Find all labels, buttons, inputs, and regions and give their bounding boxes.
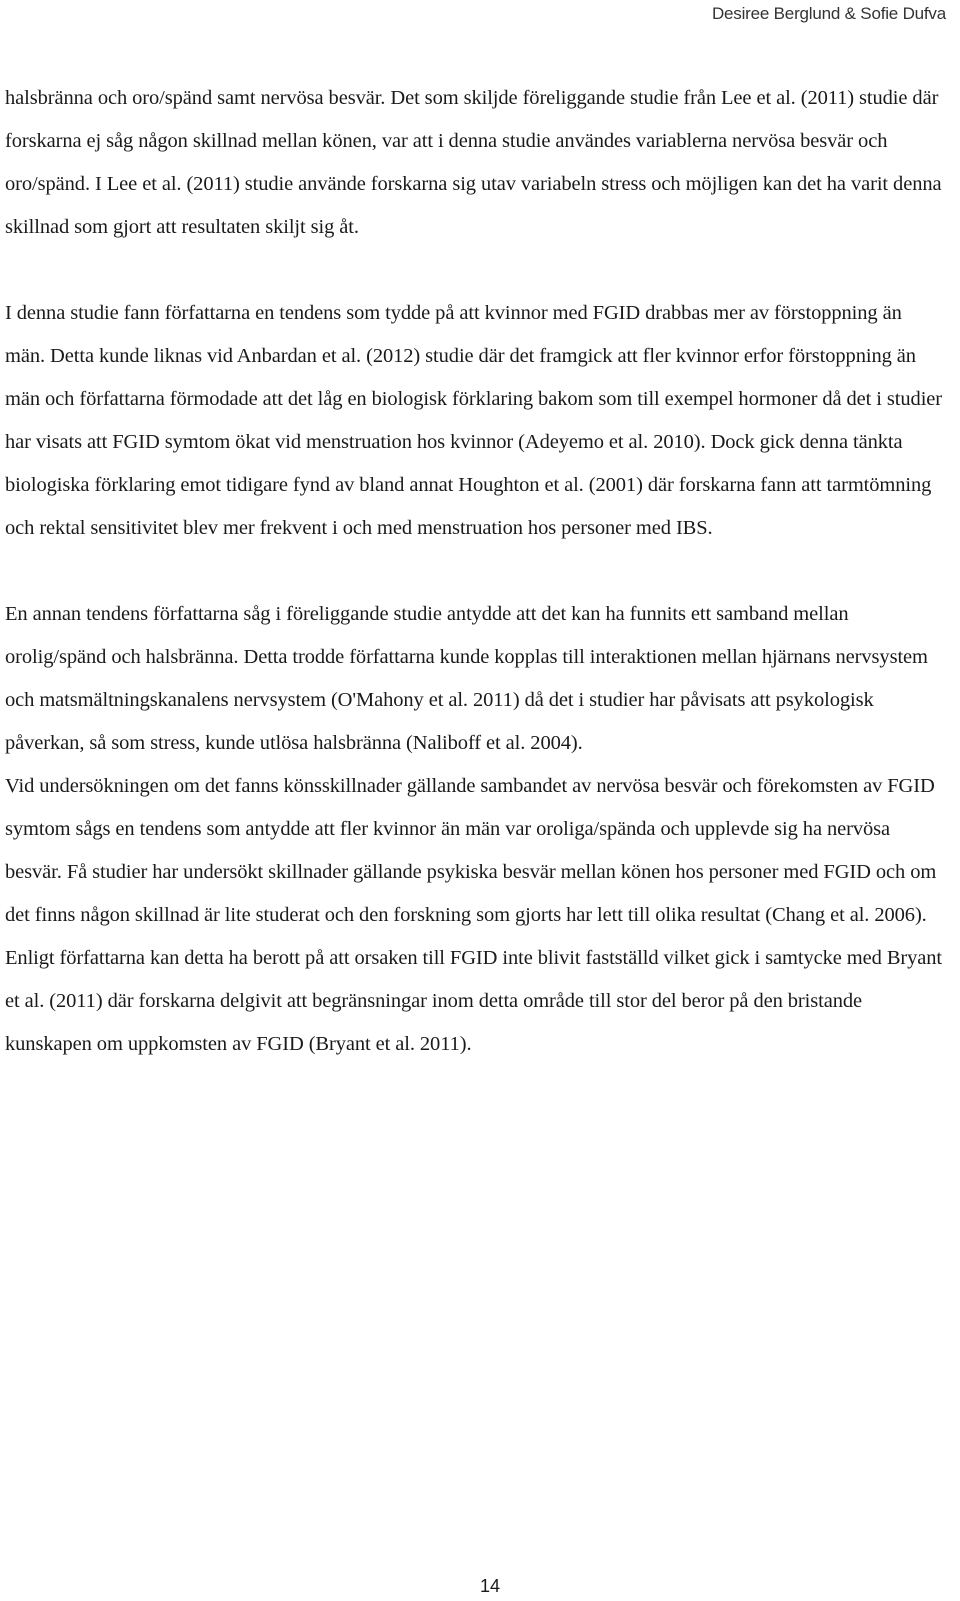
paragraph: I denna studie fann författarna en tendens som tydde på att kvinnor med FGID drabbas mer av förstoppning än män. Detta kunde liknas vid Anbardan et al. (2012) studie där det framgick att fler kvinnor erfor förstoppning än män och författarna förmodade att det låg en biologisk förklaring bakom som till exempel hormoner då det i studier har visats att FGID symtom ökat vid menstruation hos kvinnor (Adeyemo et al. 2010). Dock gick denna tänkta biologiska förklaring emot tidigare fynd av bland annat Houghton et al. (2001) där forskarna fann att tarmtömning och rektal sensitivitet blev mer frekvent i och med menstruation hos personer med IBS.: [5, 302, 943, 539]
page-number: 14: [479, 1576, 501, 1596]
paragraph: En annan tendens författarna såg i föreliggande studie antydde att det kan ha funnits ett samband mellan orolig/spänd och halsbränna. Detta trodde författarna kunde kopplas till interaktionen mellan hjärnans nervsystem och matsmältningskanalens nervsystem (O'Mahony et al. 2011) då det i studier har påvisats att psykologisk påverkan, så som stress, kunde utlösa halsbränna (Naliboff et al. 2004).: [5, 603, 928, 754]
running-header: Desiree Berglund & Sofie Dufva: [711, 4, 946, 23]
paragraph-spacer: [5, 249, 943, 292]
page-footer: [0, 1576, 960, 1597]
paragraph: halsbränna och oro/spänd samt nervösa besvär. Det som skiljde föreliggande studie från Lee et al. (2011) studie där forskarna ej såg någon skillnad mellan könen, var att i denna studie användes variablerna nervösa besvär och oro/spänd. I Lee et al. (2011) studie använde forskarna sig utav variabeln stress och möjligen kan det ha varit denna skillnad som gjort att resultaten skiljt sig åt.: [5, 87, 942, 238]
paragraph: Vid undersökningen om det fanns könsskillnader gällande sambandet av nervösa besvär och förekomsten av FGID symtom sågs en tendens som antydde att fler kvinnor än män var oroliga/spända och upplevde sig ha nervösa besvär. Få studier har undersökt skillnader gällande psykiska besvär mellan könen hos personer med FGID och om det finns någon skillnad är lite studerat och den forskning som gjorts har lett till olika resultat (Chang et al. 2006). Enligt författarna kan detta ha berott på att orsaken till FGID inte blivit fastställd vilket gick i samtycke med Bryant et al. (2011) där forskarna delgivit att begränsningar inom detta område till stor del beror på den bristande kunskapen om uppkomsten av FGID (Bryant et al. 2011).: [5, 775, 943, 1055]
paragraph-spacer: [5, 550, 943, 593]
document-body: [5, 77, 943, 1066]
